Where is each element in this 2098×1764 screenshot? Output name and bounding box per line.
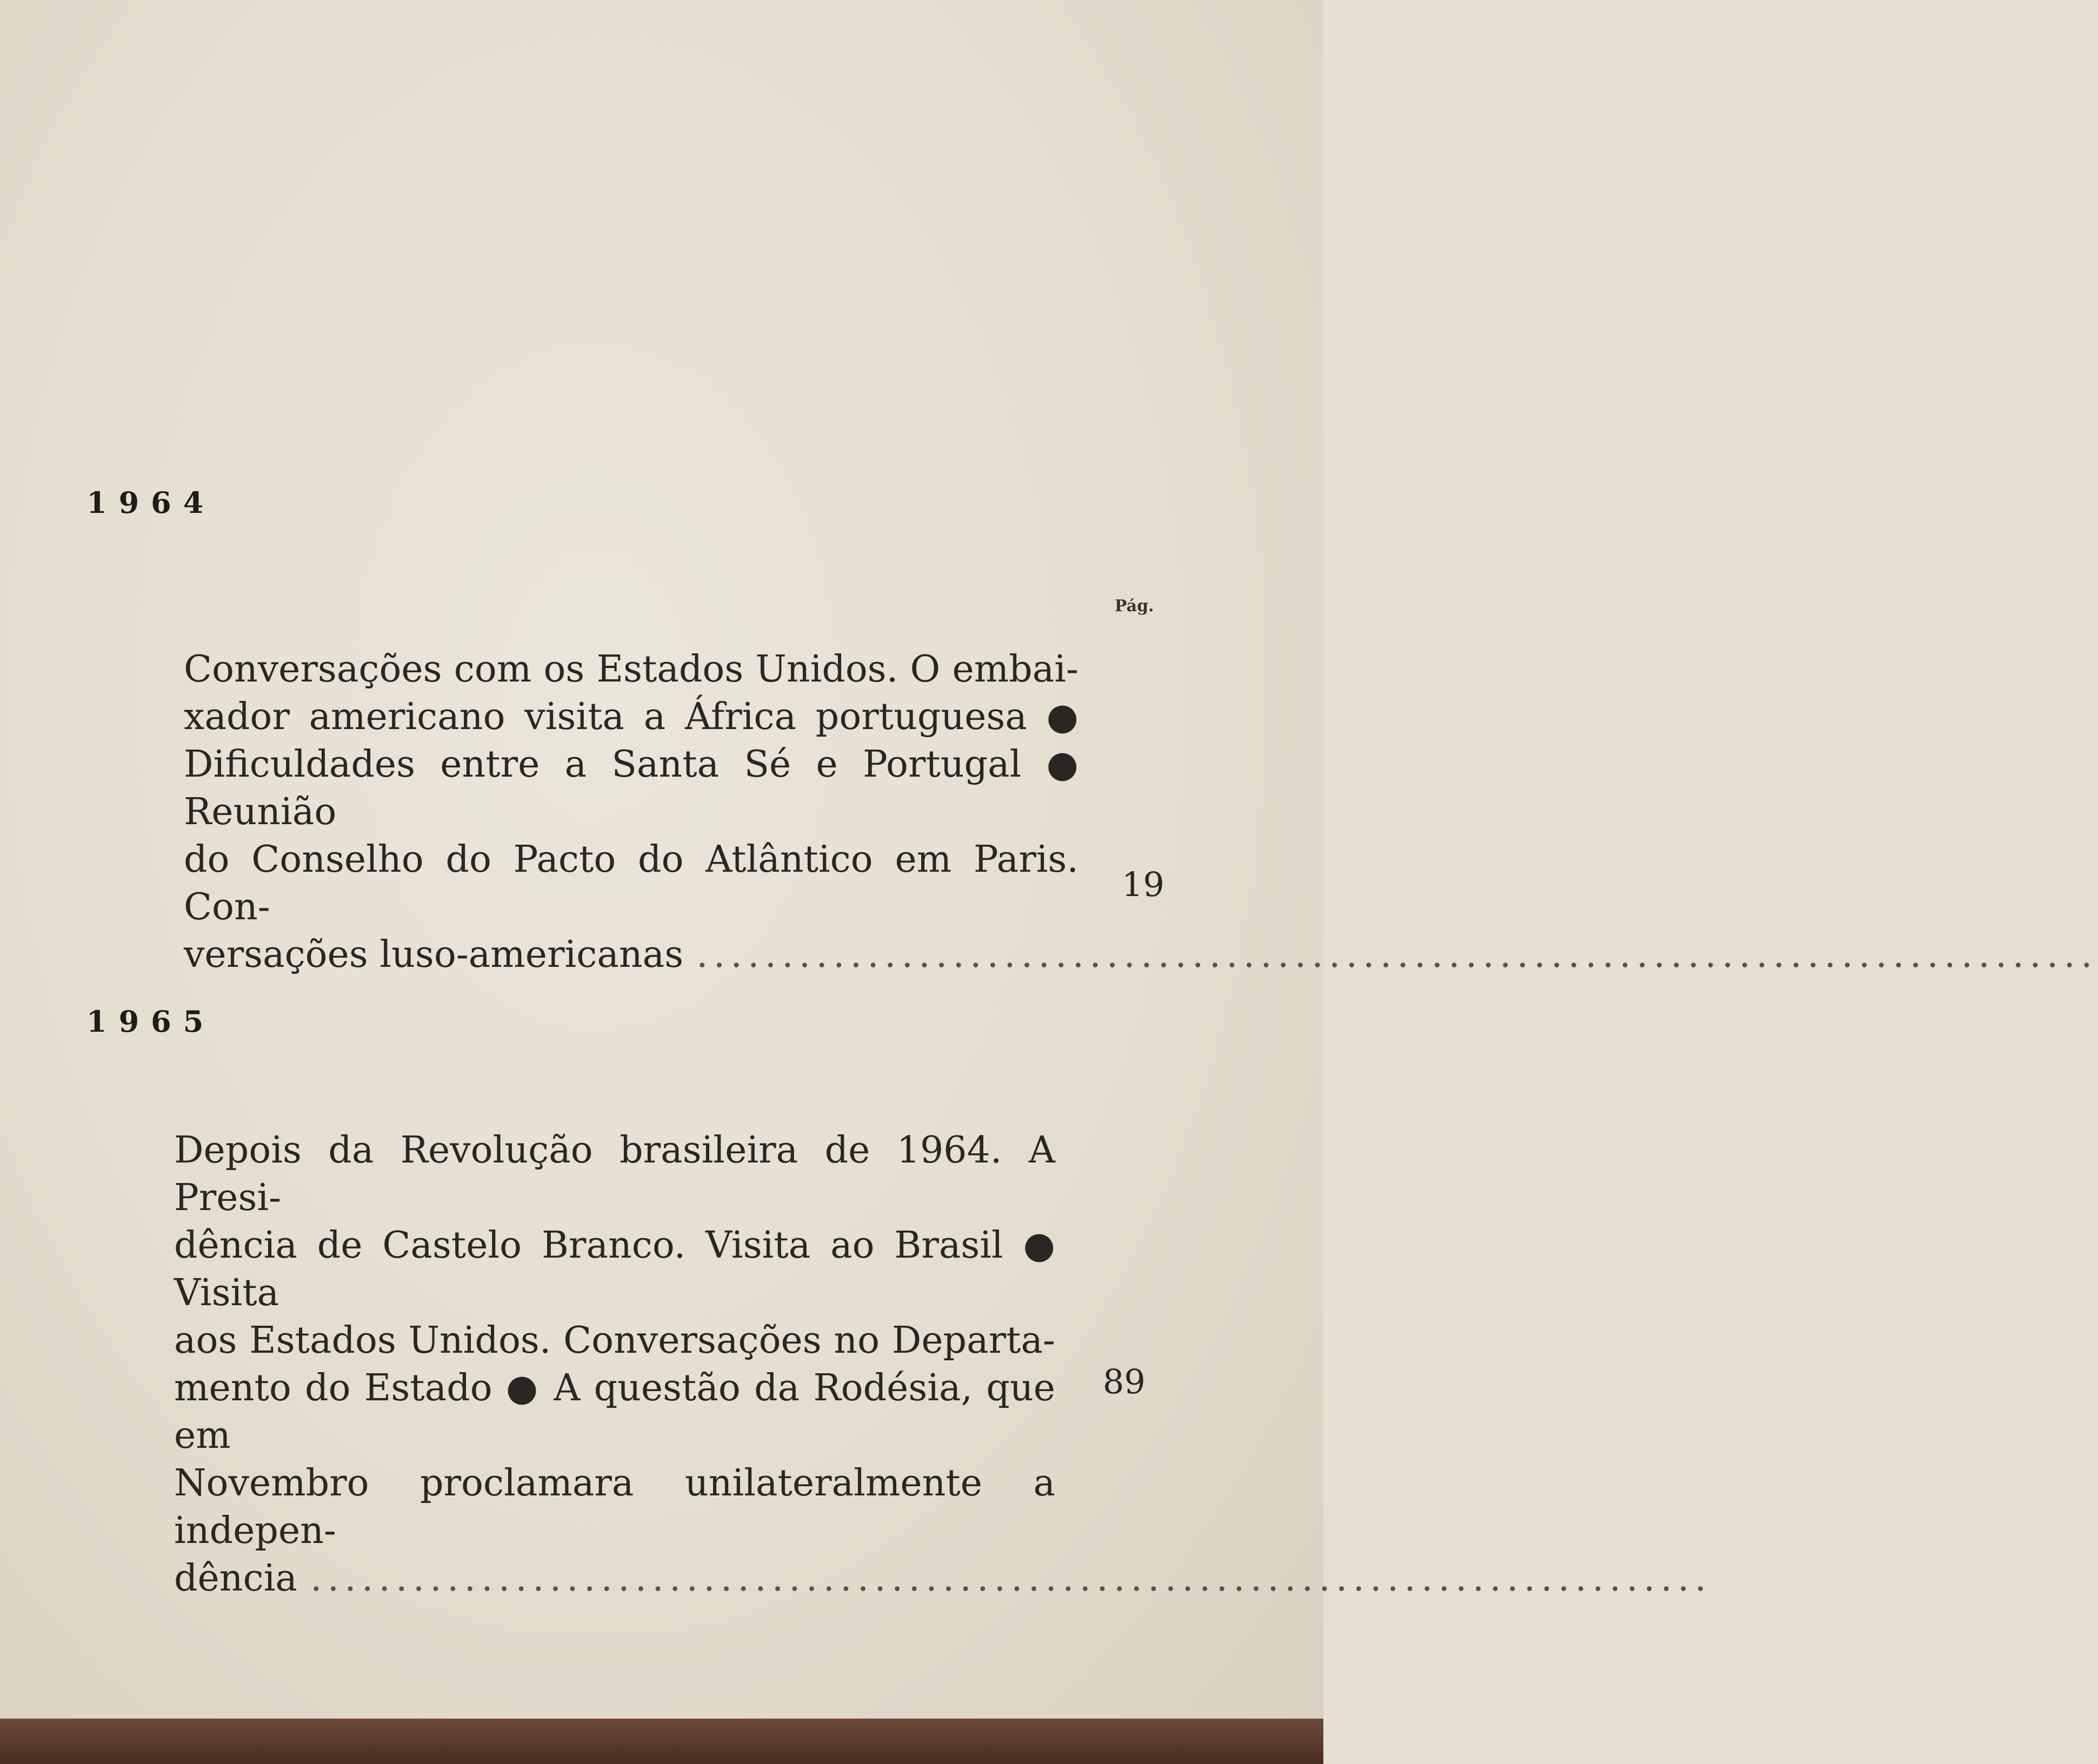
- entry-line: Conversações com os Estados Unidos. O embai-: [184, 648, 1078, 691]
- entry-line: dência: [174, 1557, 297, 1600]
- entry-line: xador americano visita a África portuguesa ●: [184, 696, 1078, 738]
- entry-line: mento do Estado ● A questão da Rodésia, que em: [174, 1367, 1055, 1457]
- page-number-1965: 89: [1103, 1362, 1145, 1401]
- entry-line: Depois da Revolução brasileira de 1964. A Presi-: [174, 1129, 1055, 1219]
- entry-line: versações luso-americanas: [184, 933, 684, 976]
- entry-last-line: [174, 1555, 1712, 1602]
- entry-last-line: [184, 931, 2098, 979]
- entry-line: dência de Castelo Branco. Visita ao Brasil ● Visita: [174, 1224, 1055, 1314]
- section-year-1965: 1965: [86, 1004, 216, 1039]
- entry-line: aos Estados Unidos. Conversações no Departa-: [174, 1319, 1055, 1362]
- dot-leader: ..................................................................................: [310, 1557, 1712, 1600]
- entry-line: do Conselho do Pacto do Atlântico em Paris. Con-: [184, 838, 1078, 928]
- page-number-1964: 19: [1122, 865, 1164, 904]
- entry-line: Dificuldades entre a Santa Sé e Portugal ● Reunião: [184, 743, 1078, 833]
- page-column-label: Pág.: [1115, 597, 1154, 616]
- section-year-1964: 1964: [86, 485, 216, 520]
- table-surface: [0, 1719, 1323, 1764]
- dot-leader: ..................................................................................: [696, 933, 2098, 976]
- entry-line: Novembro proclamara unilateralmente a indepen-: [174, 1462, 1055, 1552]
